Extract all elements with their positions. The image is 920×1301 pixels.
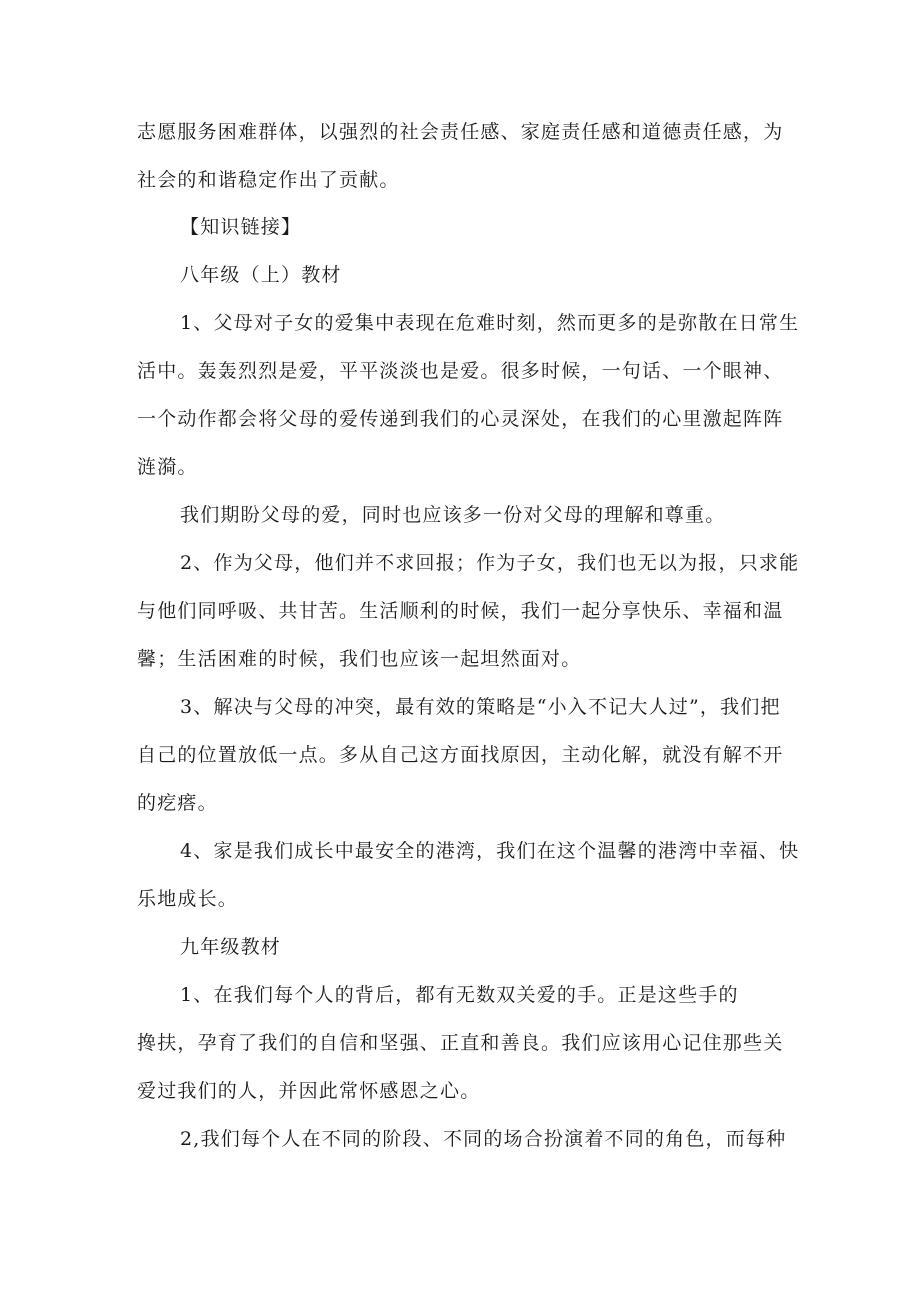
section-heading: 【知识链接】 (180, 216, 302, 238)
text-line: 一个动作都会将父母的爱传递到我们的心灵深处，在我们的心里激起阵阵 (137, 408, 784, 430)
text-line: 社会的和谐稳定作出了贡献。 (137, 169, 400, 191)
text-line: 2,我们每个人在不同的阶段、不同的场合扮演着不同的角色，而每种 (180, 1128, 787, 1150)
text-line: 涟漪。 (137, 456, 198, 478)
text-line: 自己的位置放低一点。多从自己这方面找原因，主动化解，就没有解不开 (137, 744, 784, 766)
text-line: 搀扶，孕育了我们的自信和坚强、正直和善良。我们应该用心记住那些关 (137, 1032, 784, 1054)
text-line: 4、家是我们成长中最安全的港湾，我们在这个温馨的港湾中幸福、快 (180, 840, 800, 862)
text-line: 馨；生活困难的时候，我们也应该一起坦然面对。 (137, 648, 582, 670)
text-line: 1、在我们每个人的背后，都有无数双关爱的手。正是这些手的 (180, 984, 739, 1006)
text-line: 志愿服务困难群体，以强烈的社会责任感、家庭责任感和道德责任感，为 (137, 121, 784, 143)
text-line: 的疙瘩。 (137, 792, 218, 814)
text-line: 爱过我们的人，并因此常怀感恩之心。 (137, 1080, 481, 1102)
subsection-heading: 八年级（上）教材 (180, 264, 342, 286)
text-line: 活中。轰轰烈烈是爱，平平淡淡也是爱。很多时候，一句话、一个眼神、 (137, 360, 784, 382)
text-line: 我们期盼父母的爱，同时也应该多一份对父母的理解和尊重。 (180, 504, 726, 526)
text-line: 与他们同呼吸、共甘苦。生活顺利的时候，我们一起分享快乐、幸福和温 (137, 600, 784, 622)
text-line: 3、解决与父母的冲突，最有效的策略是“小入不记大人过”，我们把 (180, 696, 781, 718)
text-line: 乐地成长。 (137, 888, 239, 910)
subsection-heading: 九年级教材 (180, 936, 282, 958)
text-line: 2、作为父母，他们并不求回报；作为子女，我们也无以为报，只求能 (180, 552, 800, 574)
text-line: 1、父母对子女的爱集中表现在危难时刻，然而更多的是弥散在日常生 (180, 312, 800, 334)
